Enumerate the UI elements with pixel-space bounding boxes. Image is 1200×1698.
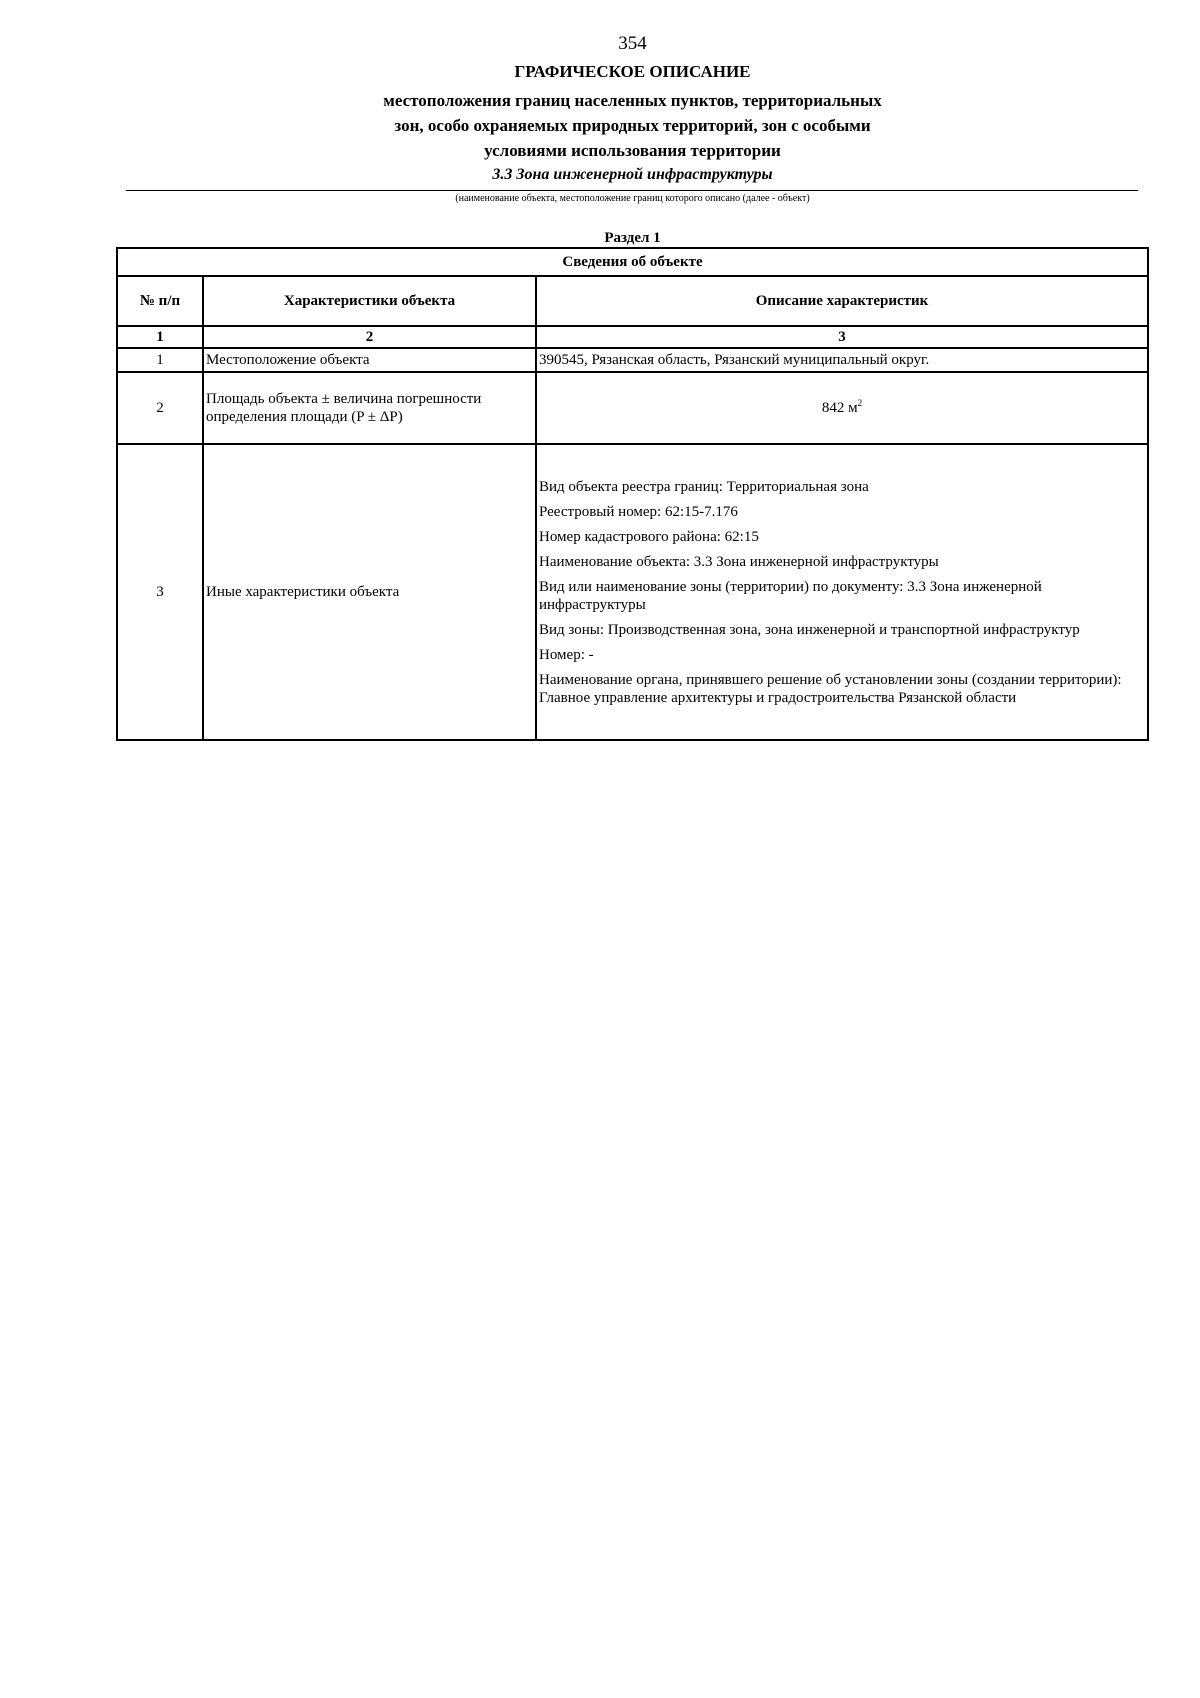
row-characteristic: Площадь объекта ± величина погрешности определения площади (P ± ΔP) — [203, 372, 536, 444]
detail-item: Наименование объекта: 3.3 Зона инженерной инфраструктуры — [539, 553, 939, 570]
row-characteristic: Иные характеристики объекта — [203, 444, 536, 740]
row-description: 390545, Рязанская область, Рязанский муниципальный округ. — [536, 348, 1148, 372]
column-number: 2 — [203, 326, 536, 348]
object-name: 3.3 Зона инженерной инфраструктуры — [492, 166, 773, 183]
column-header-description: Описание характеристик — [536, 276, 1148, 326]
column-number: 1 — [117, 326, 203, 348]
table-row — [117, 444, 1148, 740]
table-caption: Сведения об объекте — [117, 248, 1148, 276]
table-row — [117, 372, 1148, 444]
subtitle-line: условиями использования территории — [484, 141, 781, 160]
object-caption: (наименование объекта, местоположение границ которого описано (далее - объект) — [455, 193, 810, 204]
detail-item: Номер: - — [539, 646, 594, 663]
detail-item: Наименование органа, принявшего решение об установлении зоны (создании территории): Главное управление архитектуры и градостроительства Рязанской области — [539, 671, 1122, 706]
detail-item: Номер кадастрового района: 62:15 — [539, 528, 759, 545]
section-title: Раздел 1 — [604, 230, 661, 246]
area-unit-superscript: 2 — [857, 398, 863, 408]
column-header-number: № п/п — [117, 276, 203, 326]
detail-item: Вид или наименование зоны (территории) по документу: 3.3 Зона инженерной инфраструктуры — [539, 578, 1042, 613]
column-number: 3 — [536, 326, 1148, 348]
row-number: 1 — [117, 348, 203, 372]
table-row — [117, 348, 1148, 372]
row-description — [536, 444, 1148, 740]
detail-item: Вид объекта реестра границ: Территориальная зона — [539, 478, 869, 495]
area-value: 842 м — [821, 400, 858, 416]
table-header-row — [117, 276, 1148, 326]
column-numbers-row — [117, 326, 1148, 348]
column-header-characteristics: Характеристики объекта — [203, 276, 536, 326]
subtitle-line: зон, особо охраняемых природных территорий, зон с особыми — [394, 116, 871, 135]
row-number: 3 — [117, 444, 203, 740]
detail-item: Вид зоны: Производственная зона, зона инженерной и транспортной инфраструктур — [539, 621, 1080, 638]
subtitle-line: местоположения границ населенных пунктов, территориальных — [383, 91, 882, 110]
table-caption-row — [117, 248, 1148, 276]
document-title: ГРАФИЧЕСКОЕ ОПИСАНИЕ — [514, 62, 751, 81]
object-info-table — [116, 247, 1149, 741]
page-number: 354 — [618, 33, 647, 54]
object-name-underline — [126, 190, 1138, 191]
row-characteristic: Местоположение объекта — [203, 348, 536, 372]
document-subtitle — [0, 88, 1200, 163]
detail-item: Реестровый номер: 62:15-7.176 — [539, 503, 738, 520]
row-description — [536, 372, 1148, 444]
row-number: 2 — [117, 372, 203, 444]
